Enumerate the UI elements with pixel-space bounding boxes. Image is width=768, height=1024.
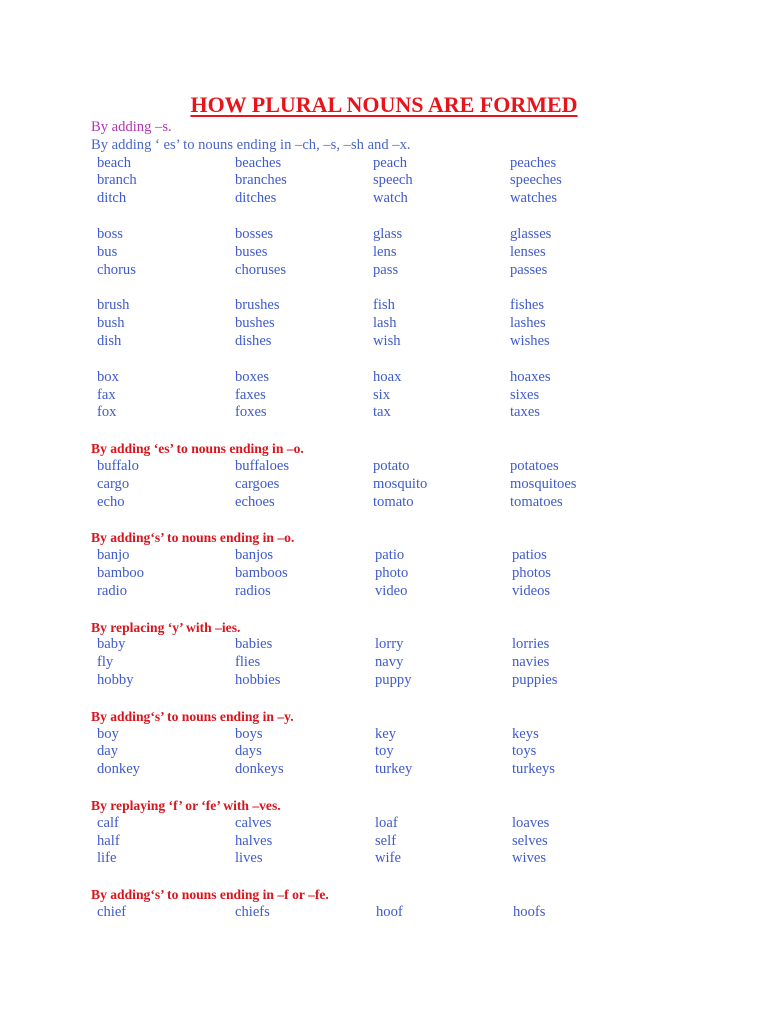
rule-section (91, 708, 751, 779)
singular-word: buffalo (97, 457, 139, 474)
plural-word: boys (235, 725, 263, 742)
singular-word: ditch (97, 190, 127, 207)
word-row (91, 547, 751, 565)
word-row (91, 155, 751, 173)
word-row (91, 244, 751, 262)
singular-word: bush (97, 315, 125, 332)
singular-word: beach (97, 154, 132, 171)
word-row (91, 761, 751, 779)
es-consonant-word-groups (91, 155, 751, 423)
singular-word: radio (97, 582, 127, 599)
plural-word: wishes (510, 332, 550, 349)
word-row (91, 476, 751, 494)
singular-word: patio (375, 547, 405, 564)
singular-word: fly (97, 654, 114, 671)
singular-word: chorus (97, 261, 136, 278)
word-row (91, 458, 751, 476)
plural-word: foxes (235, 404, 267, 421)
plural-word: selves (512, 832, 548, 849)
plural-word: bosses (235, 225, 274, 242)
plural-word: navies (512, 654, 550, 671)
plural-word: ditches (235, 190, 277, 207)
word-group (91, 369, 751, 422)
singular-word: tomato (373, 493, 414, 510)
plural-word: photos (512, 564, 551, 581)
singular-word: brush (97, 297, 130, 314)
plural-word: watches (510, 190, 558, 207)
word-row (91, 850, 751, 868)
rule-sections (91, 440, 751, 922)
plural-word: bamboos (235, 564, 288, 581)
plural-word: hobbies (235, 671, 281, 688)
singular-word: fox (97, 404, 117, 421)
singular-word: six (373, 386, 391, 403)
plural-word: chiefs (235, 903, 270, 920)
plural-word: dishes (235, 332, 272, 349)
word-row (91, 172, 751, 190)
word-row (91, 190, 751, 208)
plural-word: cargoes (235, 475, 280, 492)
singular-word: watch (373, 190, 408, 207)
singular-word: half (97, 832, 120, 849)
word-row (91, 333, 751, 351)
singular-word: mosquito (373, 475, 428, 492)
word-row (91, 743, 751, 761)
plural-word: turkeys (512, 761, 555, 778)
word-row (91, 369, 751, 387)
word-row (91, 404, 751, 422)
word-row (91, 815, 751, 833)
plural-word: tomatoes (510, 493, 563, 510)
word-row (91, 636, 751, 654)
singular-word: boss (97, 225, 123, 242)
plural-word: branches (235, 172, 287, 189)
plural-word: keys (512, 725, 539, 742)
plural-word: wives (512, 850, 547, 867)
document-body (91, 119, 751, 922)
plural-word: buffaloes (235, 457, 290, 474)
singular-word: box (97, 368, 119, 385)
plural-word: lashes (510, 315, 546, 332)
singular-word: cargo (97, 475, 130, 492)
singular-word: lorry (375, 636, 404, 653)
singular-word: hoax (373, 368, 402, 385)
plural-word: loaves (512, 814, 550, 831)
singular-word: wife (375, 850, 401, 867)
section-heading: By adding ‘es’ to nouns ending in –o. (91, 441, 304, 457)
word-row (91, 226, 751, 244)
plural-word: choruses (235, 261, 287, 278)
word-row (91, 262, 751, 280)
plural-word: peaches (510, 154, 557, 171)
singular-word: calf (97, 814, 119, 831)
intro-line-adding-es: By adding ‘ es’ to nouns ending in –ch, –s, –sh and –x. (91, 136, 411, 153)
plural-word: hoaxes (510, 368, 551, 385)
singular-word: banjo (97, 547, 130, 564)
singular-word: photo (375, 564, 409, 581)
word-row (91, 297, 751, 315)
singular-word: lash (373, 315, 397, 332)
singular-word: pass (373, 261, 399, 278)
singular-word: self (375, 832, 397, 849)
plural-word: flies (235, 654, 261, 671)
section-heading: By adding‘s’ to nouns ending in –f or –fe. (91, 887, 329, 903)
singular-word: hobby (97, 671, 134, 688)
singular-word: fish (373, 297, 395, 314)
plural-word: lives (235, 850, 263, 867)
singular-word: key (375, 725, 397, 742)
word-row (91, 654, 751, 672)
word-row (91, 833, 751, 851)
word-row (91, 672, 751, 690)
word-row (91, 494, 751, 512)
singular-word: lens (373, 243, 397, 260)
singular-word: potato (373, 457, 410, 474)
singular-word: wish (373, 332, 401, 349)
singular-word: loaf (375, 814, 398, 831)
singular-word: puppy (375, 671, 412, 688)
singular-word: navy (375, 654, 404, 671)
plural-word: passes (510, 261, 548, 278)
plural-word: bushes (235, 315, 275, 332)
intro-line-adding-s: By adding –s. (91, 119, 172, 135)
singular-word: day (97, 743, 119, 760)
singular-word: donkey (97, 761, 140, 778)
rule-section (91, 619, 751, 690)
singular-word: toy (375, 743, 394, 760)
word-row (91, 904, 751, 922)
singular-word: video (375, 582, 408, 599)
singular-word: branch (97, 172, 137, 189)
plural-word: radios (235, 582, 271, 599)
section-heading: By replacing ‘y’ with –ies. (91, 619, 241, 635)
plural-word: echoes (235, 493, 275, 510)
singular-word: bus (97, 243, 118, 260)
rule-section (91, 440, 751, 511)
rule-section (91, 529, 751, 600)
plural-word: speeches (510, 172, 562, 189)
plural-word: halves (235, 832, 273, 849)
section-heading: By adding‘s’ to nouns ending in –o. (91, 530, 295, 546)
word-group (91, 155, 751, 208)
singular-word: glass (373, 225, 403, 242)
plural-word: toys (512, 743, 537, 760)
singular-word: chief (97, 903, 127, 920)
rule-section (91, 797, 751, 868)
plural-word: mosquitoes (510, 475, 577, 492)
word-row (91, 583, 751, 601)
singular-word: turkey (375, 761, 413, 778)
plural-word: puppies (512, 671, 558, 688)
singular-word: baby (97, 636, 126, 653)
plural-word: days (235, 743, 262, 760)
plural-word: potatoes (510, 457, 559, 474)
plural-word: buses (235, 243, 268, 260)
rule-section (91, 886, 751, 922)
word-group (91, 226, 751, 279)
plural-word: lenses (510, 243, 546, 260)
page-title-text: HOW PLURAL NOUNS ARE FORMED (190, 92, 578, 117)
word-group (91, 297, 751, 350)
plural-word: lorries (512, 636, 550, 653)
plural-word: beaches (235, 154, 282, 171)
plural-word: banjos (235, 547, 274, 564)
plural-word: hoofs (513, 903, 546, 920)
plural-word: glasses (510, 225, 552, 242)
singular-word: peach (373, 154, 408, 171)
singular-word: hoof (376, 903, 403, 920)
plural-word: videos (512, 582, 551, 599)
singular-word: speech (373, 172, 413, 189)
plural-word: calves (235, 814, 272, 831)
singular-word: echo (97, 493, 125, 510)
page-title (0, 92, 768, 118)
word-row (91, 387, 751, 405)
singular-word: bamboo (97, 564, 145, 581)
plural-word: brushes (235, 297, 280, 314)
plural-word: fishes (510, 297, 545, 314)
section-heading: By replaying ‘f’ or ‘fe’ with –ves. (91, 797, 281, 813)
word-row (91, 726, 751, 744)
section-heading: By adding‘s’ to nouns ending in –y. (91, 708, 294, 724)
singular-word: life (97, 850, 117, 867)
plural-word: donkeys (235, 761, 284, 778)
singular-word: dish (97, 332, 122, 349)
word-row (91, 315, 751, 333)
plural-word: sixes (510, 386, 540, 403)
plural-word: babies (235, 636, 273, 653)
singular-word: tax (373, 404, 391, 421)
singular-word: boy (97, 725, 119, 742)
plural-word: patios (512, 547, 547, 564)
singular-word: fax (97, 386, 116, 403)
word-row (91, 565, 751, 583)
plural-word: faxes (235, 386, 266, 403)
plural-word: boxes (235, 368, 270, 385)
plural-word: taxes (510, 404, 540, 421)
